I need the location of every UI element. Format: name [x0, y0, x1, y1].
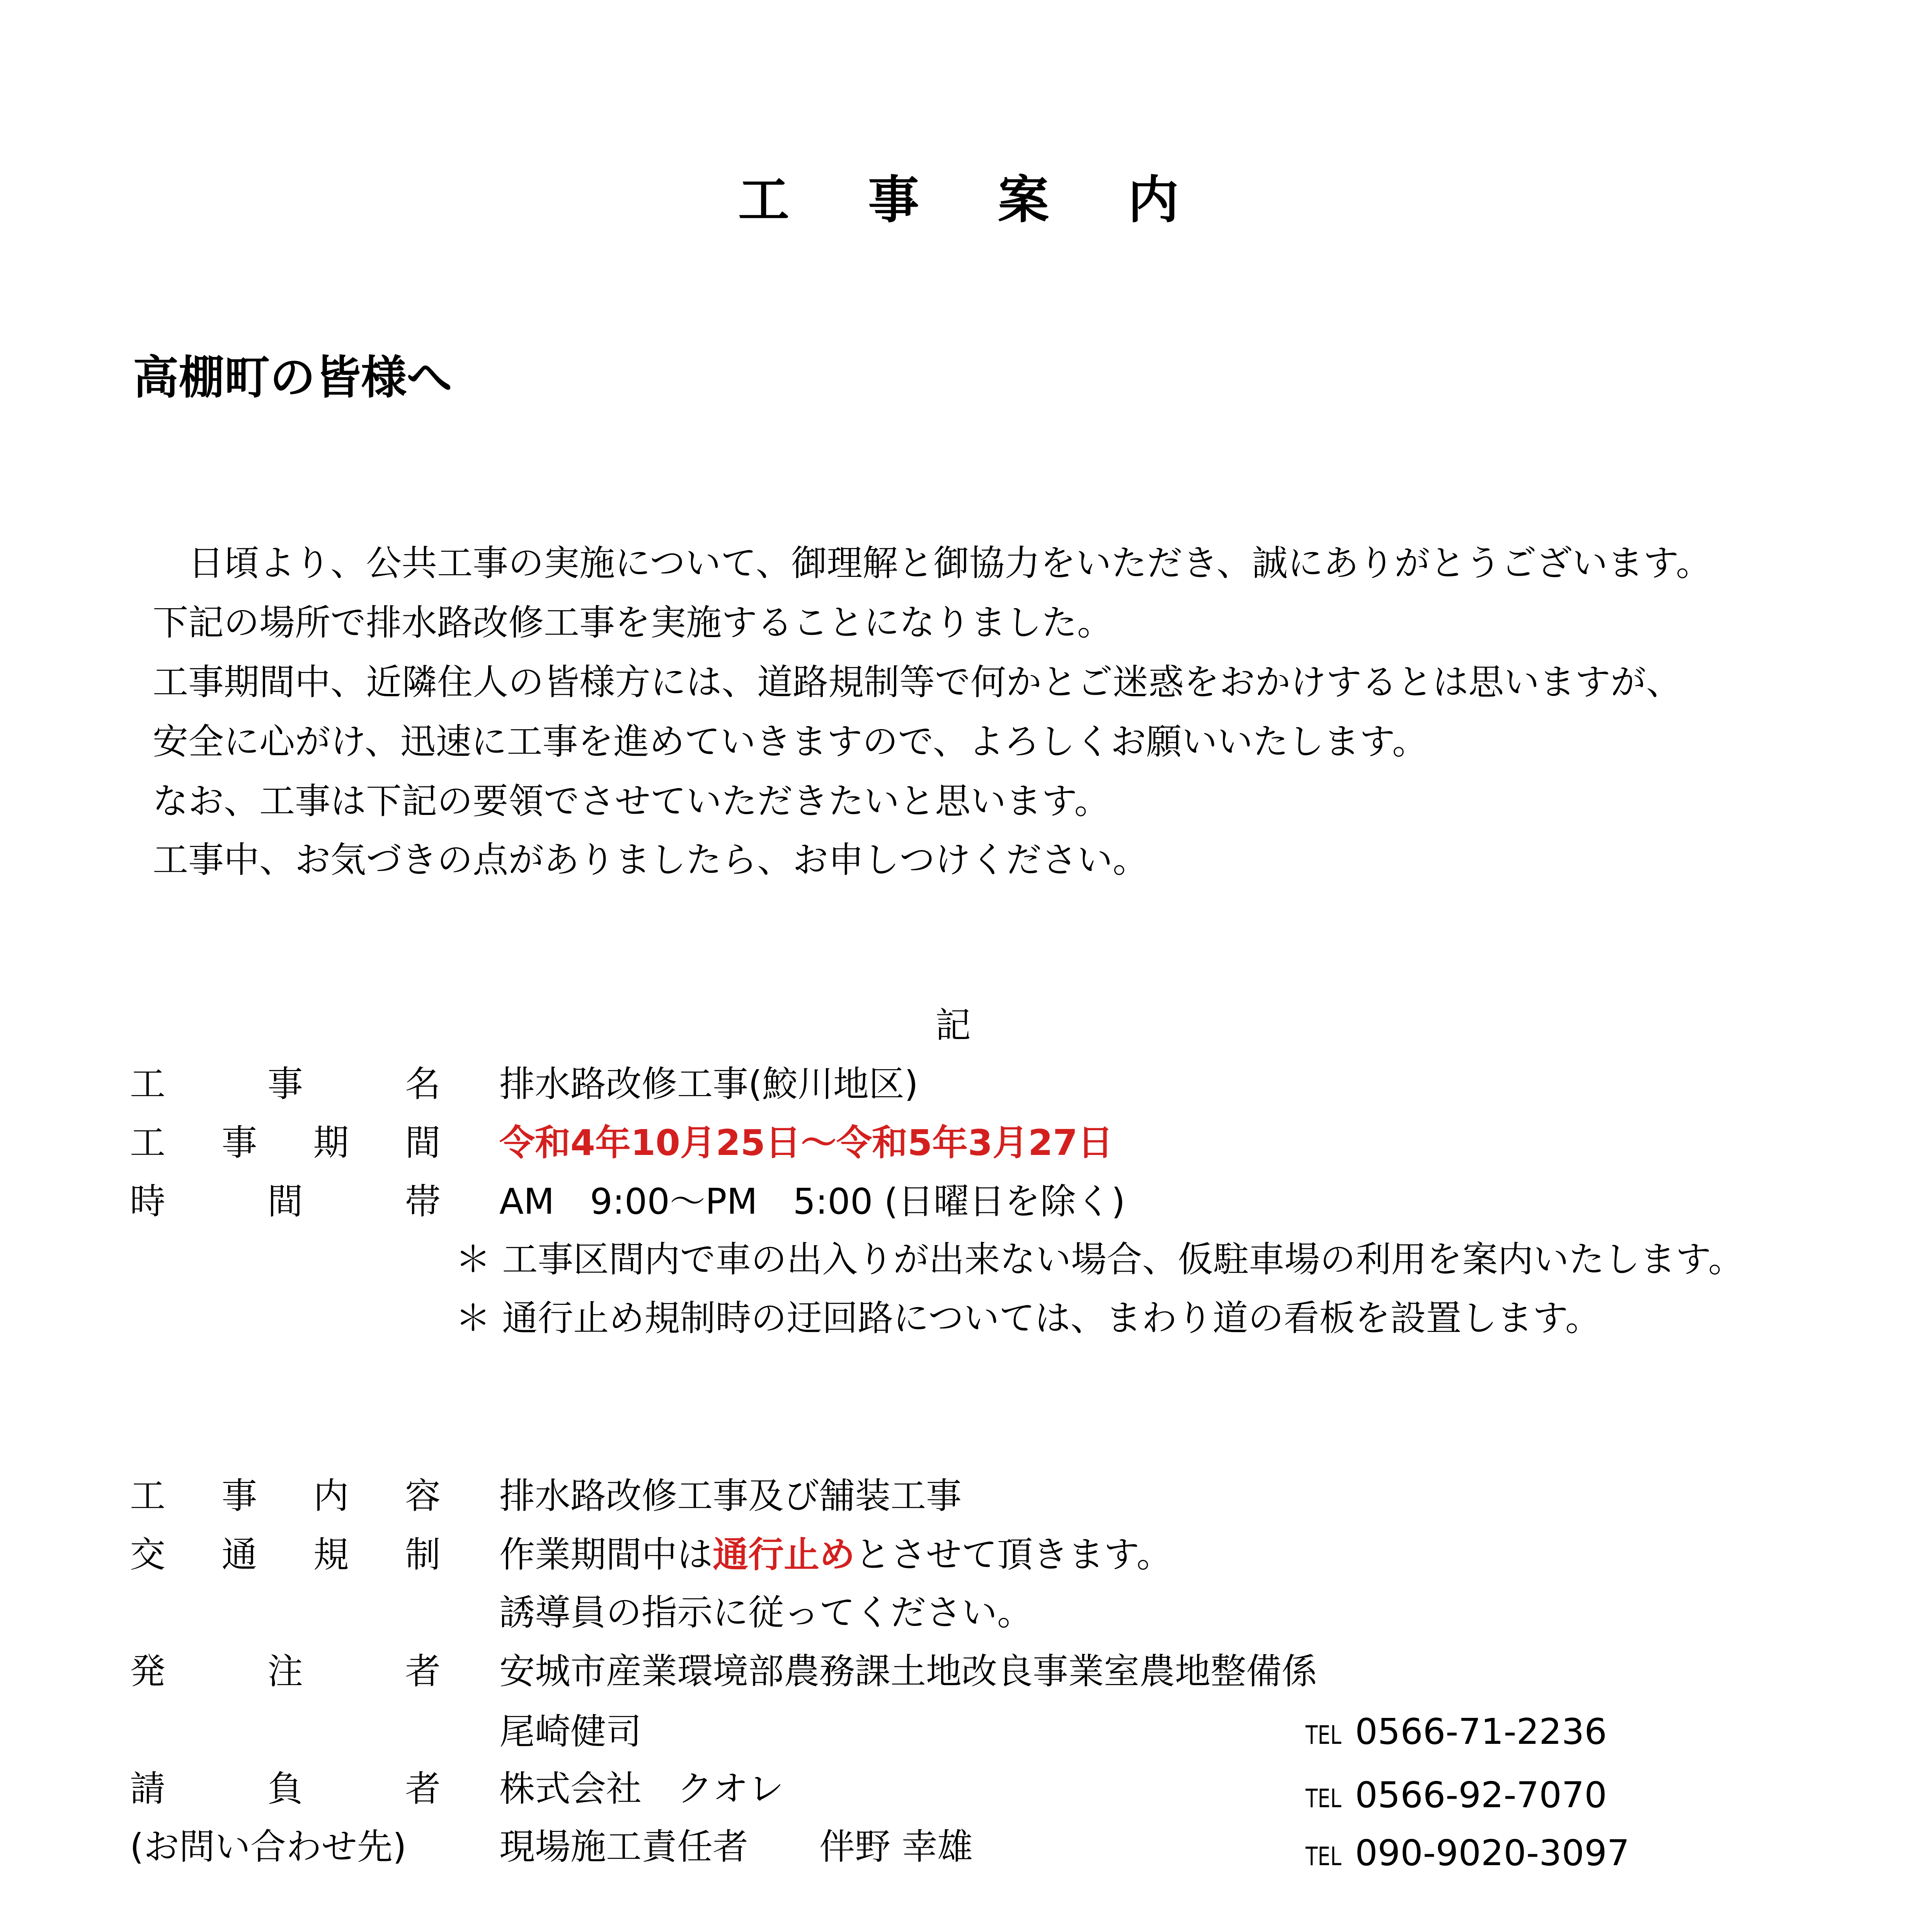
- content-value: 排水路改修工事及び舗装工事: [499, 1475, 962, 1517]
- body-line: 工事中、お気づきの点がありましたら、お申しつけください。: [153, 839, 1149, 881]
- note-line: ＊ 通行止め規制時の迂回路については、まわり道の看板を設置します。: [455, 1298, 1601, 1339]
- period-label: 工 事 期 間: [130, 1122, 441, 1163]
- title-char: 内: [1128, 170, 1179, 230]
- body-line: 工事期間中、近隣住人の皆様方には、道路規制等で何かとご迷惑をおかけするとは思いますが、: [153, 662, 1682, 703]
- content-label: 工 事 内 容: [130, 1475, 441, 1517]
- orderer-label: 発 注 者: [130, 1651, 441, 1692]
- contractor-value: 株式会社 クオレ: [499, 1768, 784, 1810]
- contact-tel-number: 090-9020-3097: [1355, 1832, 1630, 1874]
- body-line: 安全に心がけ、迅速に工事を進めていきますので、よろしくお願いいたします。: [153, 721, 1428, 762]
- title-char: 事: [868, 170, 919, 230]
- hours-value: AM 9:00～PM 5:00 (日曜日を除く): [499, 1181, 1125, 1222]
- hours-label: 時 間 帯: [130, 1181, 441, 1222]
- document-title: [0, 170, 1917, 230]
- traffic-value-before: 作業期間中は: [499, 1534, 713, 1575]
- title-char: 工: [738, 170, 789, 230]
- contractor-tel-number: 0566-92-7070: [1355, 1774, 1607, 1816]
- tel-mark: TEL: [1306, 1720, 1342, 1750]
- body-line: 日頃より、公共工事の実施について、御理解と御協力をいただき、誠にありがとうございます。: [153, 543, 1712, 584]
- contractor-tel: [1306, 1774, 1607, 1816]
- traffic-value-after: とさせて頂きます。: [855, 1534, 1172, 1575]
- body-line: なお、工事は下記の要領でさせていただきたいと思います。: [153, 781, 1110, 822]
- traffic-value-line2: 誘導員の指示に従ってください。: [499, 1592, 1033, 1633]
- period-value: 令和4年10月25日～令和5年3月27日: [499, 1122, 1113, 1163]
- construction-name-value: 排水路改修工事(鮫川地区): [499, 1063, 918, 1105]
- traffic-value: [499, 1534, 1172, 1575]
- orderer-value: 安城市産業環境部農務課土地改良事業室農地整備係: [499, 1651, 1318, 1692]
- title-char: 案: [998, 170, 1049, 230]
- note-line: ＊ 工事区間内で車の出入りが出来ない場合、仮駐車場の利用を案内いたします。: [455, 1239, 1744, 1280]
- orderer-tel: [1306, 1711, 1607, 1752]
- orderer-person: 尾崎健司: [499, 1711, 642, 1752]
- tel-mark: TEL: [1306, 1842, 1342, 1871]
- body-line: 下記の場所で排水路改修工事を実施することになりました。: [153, 602, 1113, 643]
- traffic-label: 交 通 規 制: [130, 1534, 441, 1575]
- construction-name-label: 工 事 名: [130, 1063, 441, 1105]
- ki-heading: 記: [935, 1005, 971, 1046]
- contact-label: (お問い合わせ先): [130, 1826, 407, 1867]
- road-closure-highlight: 通行止め: [713, 1534, 855, 1575]
- addressee-heading: 高棚町の皆様へ: [133, 351, 453, 404]
- tel-mark: TEL: [1306, 1784, 1342, 1813]
- orderer-tel-number: 0566-71-2236: [1355, 1711, 1607, 1752]
- contact-tel: [1306, 1832, 1630, 1874]
- contractor-label: 請 負 者: [130, 1768, 441, 1810]
- contact-value: 現場施工責任者 伴野 幸雄: [499, 1826, 973, 1867]
